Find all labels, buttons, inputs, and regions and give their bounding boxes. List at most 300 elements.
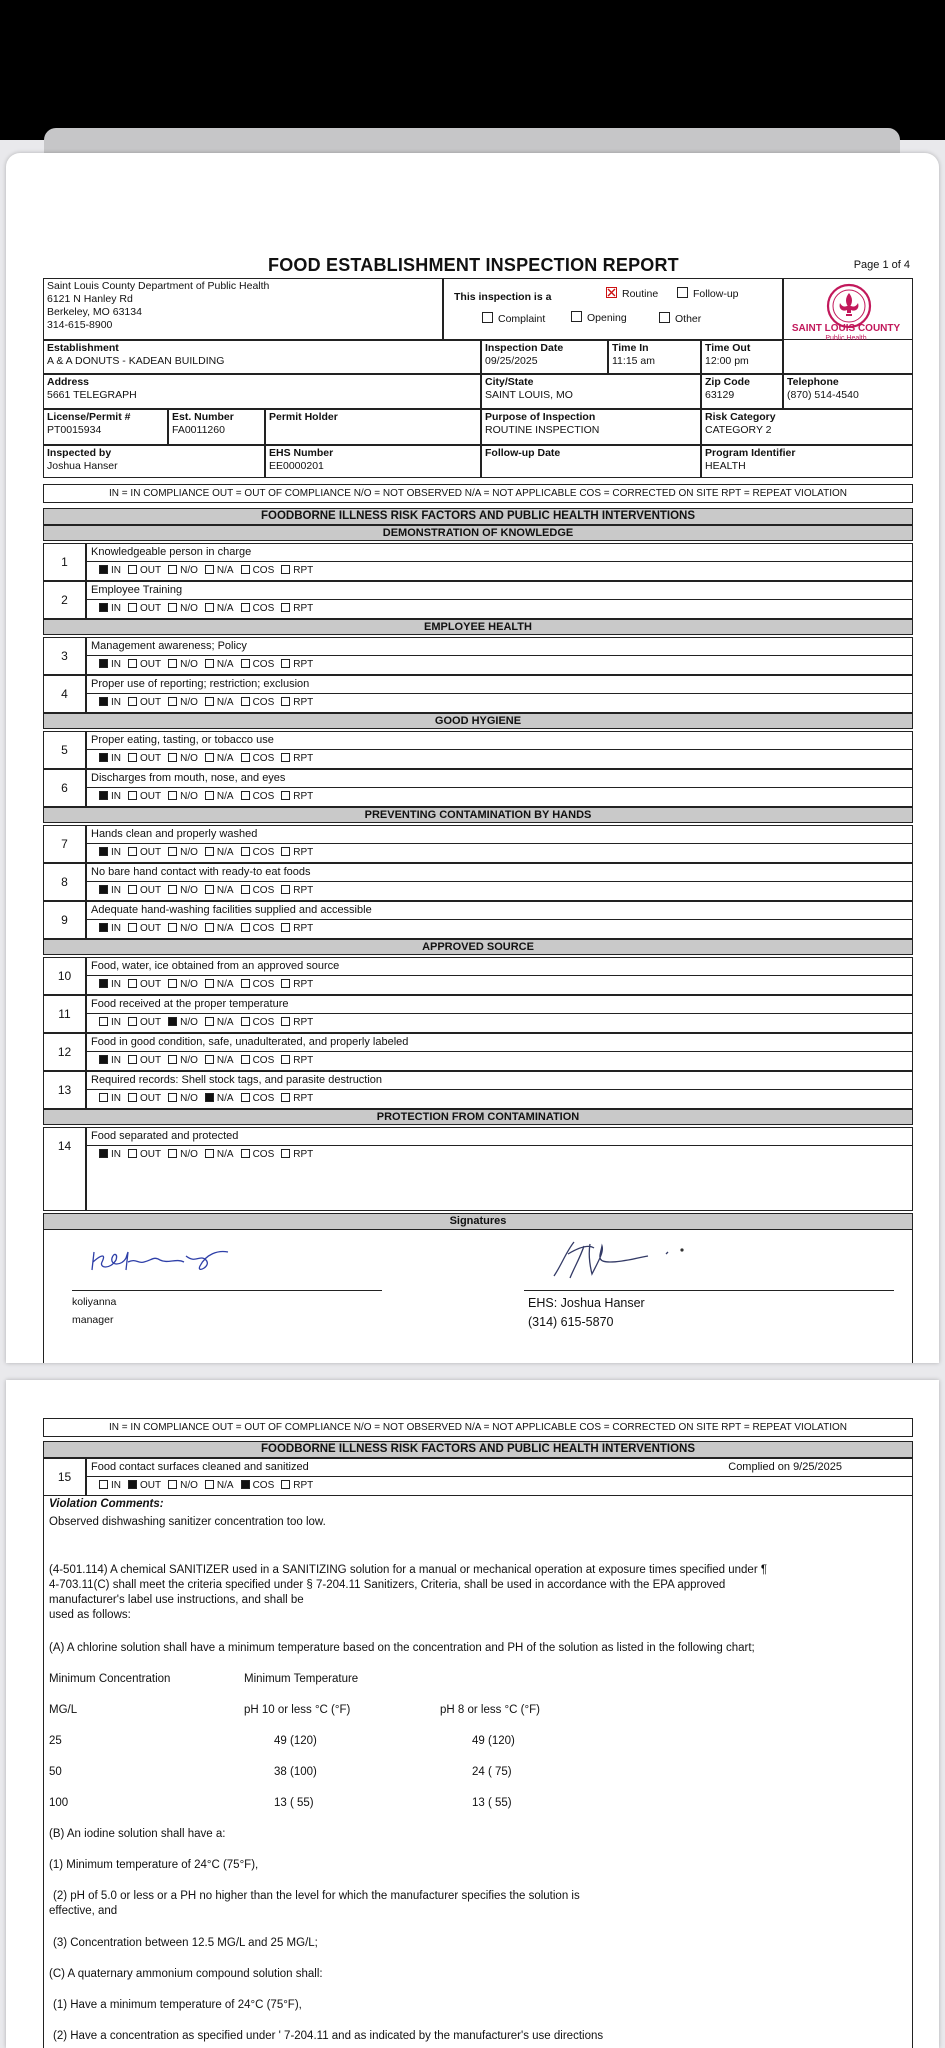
checkbox-icon [205, 565, 214, 574]
option-rpt[interactable]: RPT [281, 788, 313, 806]
code-line: (4-501.114) A chemical SANITIZER used in a SANITIZING solution for a manual or mechanical operation at exposure times specified under ¶ [49, 1564, 768, 1576]
checkbox-icon [281, 847, 290, 856]
option-out[interactable]: OUT [128, 562, 161, 580]
license-value: PT0015934 [47, 424, 102, 436]
option-na[interactable]: N/A [205, 844, 234, 862]
table-sub-mgl: MG/L [49, 1704, 78, 1716]
checkbox-checked-icon [99, 565, 108, 574]
checkbox-checked-icon [99, 885, 108, 894]
item-options [86, 694, 913, 713]
checkbox-icon [205, 753, 214, 762]
option-na[interactable]: N/A [205, 920, 234, 938]
item-options [86, 788, 913, 807]
report-page-1 [6, 153, 939, 1363]
checkbox-icon [241, 885, 250, 894]
item-options [86, 976, 913, 995]
checkbox-icon [241, 1149, 250, 1158]
option-cos[interactable]: COS [241, 1014, 275, 1032]
option-out[interactable]: OUT [128, 1090, 161, 1108]
option-out[interactable]: OUT [128, 1146, 161, 1164]
page-number: Page 1 of 4 [853, 259, 910, 271]
section-header: DEMONSTRATION OF KNOWLEDGE [43, 525, 913, 541]
option-no[interactable]: N/O [168, 976, 198, 994]
checkbox-icon [281, 1017, 290, 1026]
para-c: (C) A quaternary ammonium compound solution shall: [49, 1968, 323, 1980]
option-cos[interactable]: COS [241, 562, 275, 580]
option-cos[interactable]: COS [241, 788, 275, 806]
type-routine[interactable]: Routine [606, 287, 658, 301]
item-text: Food, water, ice obtained from an approved source [86, 957, 913, 976]
risk-factors-header: FOODBORNE ILLNESS RISK FACTORS AND PUBLIC HEALTH INTERVENTIONS [43, 1441, 913, 1458]
checkbox-icon [168, 791, 177, 800]
option-in[interactable]: IN [99, 844, 121, 862]
inspection-type-label: This inspection is a [454, 291, 552, 303]
checkbox-icon [241, 697, 250, 706]
option-no[interactable]: N/O [168, 882, 198, 900]
item-text: Management awareness; Policy [86, 637, 913, 656]
checkbox-icon [241, 847, 250, 856]
checkbox-checked-icon [128, 1480, 137, 1489]
option-in[interactable]: IN [99, 656, 121, 674]
manager-signature-icon [88, 1244, 238, 1278]
item-number: 14 [43, 1127, 86, 1211]
option-cos[interactable]: COS [241, 920, 275, 938]
option-na[interactable]: N/A [205, 788, 234, 806]
report-page-2 [6, 1380, 939, 2048]
option-no[interactable]: N/O [168, 1146, 198, 1164]
para-b1: (1) Minimum temperature of 24°C (75°F), [49, 1859, 259, 1871]
checkbox-icon [128, 1017, 137, 1026]
item-text: Food received at the proper temperature [86, 995, 913, 1014]
option-in[interactable]: IN [99, 920, 121, 938]
checkbox-icon [168, 979, 177, 988]
option-no[interactable]: N/O [168, 844, 198, 862]
item-number: 10 [43, 957, 86, 995]
para-b3: (3) Concentration between 12.5 MG/L and 25 MG/L; [53, 1937, 318, 1949]
type-follow-up[interactable]: Follow-up [677, 287, 739, 301]
item-options [86, 600, 913, 619]
option-na[interactable]: N/A [205, 1014, 234, 1032]
checkbox-icon [205, 1149, 214, 1158]
table-sub-ph10: pH 10 or less °C (°F) [244, 1704, 351, 1716]
department-block [43, 278, 443, 340]
checkbox-icon [241, 1017, 250, 1026]
option-rpt[interactable]: RPT [281, 1090, 313, 1108]
option-rpt[interactable]: RPT [281, 656, 313, 674]
item-text: Food in good condition, safe, unadulterated, and properly labeled [86, 1033, 913, 1052]
item-text: Required records: Shell stock tags, and parasite destruction [86, 1071, 913, 1090]
option-in[interactable]: IN [99, 750, 121, 768]
option-out[interactable]: OUT [128, 750, 161, 768]
checkbox-icon [205, 923, 214, 932]
option-in[interactable]: IN [99, 600, 121, 618]
checkbox-icon [281, 565, 290, 574]
checkbox-checked-icon [99, 847, 108, 856]
checkbox-checked-icon [99, 603, 108, 612]
inspector-name: EHS: Joshua Hanser [528, 1296, 645, 1310]
table-cell: 49 (120) [472, 1735, 515, 1747]
table-cell: 49 (120) [274, 1735, 317, 1747]
checkbox-checked-icon [99, 697, 108, 706]
option-out[interactable]: OUT [128, 882, 161, 900]
item-text: Employee Training [86, 581, 913, 600]
item-options [86, 1146, 913, 1211]
checkbox-icon [99, 1480, 108, 1489]
item-text: Discharges from mouth, nose, and eyes [86, 769, 913, 788]
option-na[interactable]: N/A [205, 1146, 234, 1164]
option-no[interactable]: N/O [168, 1090, 198, 1108]
checkbox-icon [205, 659, 214, 668]
option-out[interactable]: OUT [128, 656, 161, 674]
department-line: Saint Louis County Department of Public Health [47, 280, 270, 292]
compliance-legend: IN = IN COMPLIANCE OUT = OUT OF COMPLIANCE N/O = NOT OBSERVED N/A = NOT APPLICABLE COS = CORRECTED ON SITE RPT = REPEAT VIOLATION [43, 484, 913, 503]
option-cos[interactable]: COS [241, 694, 275, 712]
checkbox-icon [168, 847, 177, 856]
option-rpt[interactable]: RPT [281, 694, 313, 712]
option-out[interactable]: OUT [128, 694, 161, 712]
option-no[interactable]: N/O [168, 1014, 198, 1032]
option-na[interactable]: N/A [205, 1477, 234, 1495]
checkbox-icon [168, 923, 177, 932]
item-text: Knowledgeable person in charge [86, 543, 913, 562]
option-in[interactable]: IN [99, 1146, 121, 1164]
checkbox-icon [168, 697, 177, 706]
table-cell: 100 [49, 1797, 69, 1809]
purpose-cell: Purpose of Inspection ROUTINE INSPECTION [481, 409, 701, 445]
para-c1: (1) Have a minimum temperature of 24°C (75°F), [53, 1999, 302, 2011]
zip-value: 63129 [705, 389, 735, 401]
checkbox-icon [99, 1093, 108, 1102]
violation-comments-label: Violation Comments: [49, 1498, 164, 1510]
checkbox-icon [241, 659, 250, 668]
risk-factors-header: FOODBORNE ILLNESS RISK FACTORS AND PUBLIC HEALTH INTERVENTIONS [43, 508, 913, 525]
option-in[interactable]: IN [99, 882, 121, 900]
top-black-bar [0, 0, 945, 140]
para-b: (B) An iodine solution shall have a: [49, 1828, 226, 1840]
item-text: Food contact surfaces cleaned and sanitized Complied on 9/25/2025 [86, 1458, 913, 1477]
checkbox-icon [205, 979, 214, 988]
complied-date: Complied on 9/25/2025 [728, 1461, 842, 1473]
option-na[interactable]: N/A [205, 694, 234, 712]
phone-value: (870) 514-4540 [787, 389, 859, 401]
item-text: Hands clean and properly washed [86, 825, 913, 844]
option-rpt[interactable]: RPT [281, 976, 313, 994]
checkbox-checked-icon [99, 1055, 108, 1064]
item-number: 8 [43, 863, 86, 901]
logo-subtitle: Public Health [825, 335, 867, 342]
option-no[interactable]: N/O [168, 788, 198, 806]
option-no[interactable]: N/O [168, 750, 198, 768]
time-in-value: 11:15 am [612, 355, 655, 367]
program-value: HEALTH [705, 460, 746, 472]
checkbox-icon [241, 1093, 250, 1102]
option-na[interactable]: N/A [205, 882, 234, 900]
checkbox-checked-icon [205, 1093, 214, 1102]
item-text: Adequate hand-washing facilities supplied and accessible [86, 901, 913, 920]
option-rpt[interactable]: RPT [281, 1477, 313, 1495]
option-rpt[interactable]: RPT [281, 1014, 313, 1032]
option-in[interactable]: IN [99, 788, 121, 806]
zip-cell: Zip Code 63129 [701, 374, 783, 409]
checkbox-icon [205, 791, 214, 800]
option-rpt[interactable]: RPT [281, 750, 313, 768]
option-na[interactable]: N/A [205, 656, 234, 674]
checkbox-icon [168, 885, 177, 894]
department-line: Berkeley, MO 63134 [47, 306, 142, 318]
checkbox-checked-icon [99, 979, 108, 988]
risk-category-value: CATEGORY 2 [705, 424, 772, 436]
checkbox-checked-icon [241, 1480, 250, 1489]
checkbox-icon [168, 753, 177, 762]
option-na[interactable]: N/A [205, 1090, 234, 1108]
checkbox-checked-icon [606, 287, 617, 298]
manager-name: koliyanna [72, 1296, 117, 1308]
department-line: 314-615-8900 [47, 319, 113, 331]
checkbox-icon [241, 1055, 250, 1064]
inspector-cell: Inspected by Joshua Hanser [43, 445, 265, 478]
logo-title: SAINT LOUIS COUNTY [791, 323, 901, 334]
address-cell: Address 5661 TELEGRAPH [43, 374, 481, 409]
checkbox-icon [281, 753, 290, 762]
section-header: EMPLOYEE HEALTH [43, 619, 913, 635]
checkbox-icon [128, 923, 137, 932]
checkbox-icon [281, 1093, 290, 1102]
city-value: SAINT LOUIS, MO [485, 389, 573, 401]
inspector-value: Joshua Hanser [47, 460, 118, 472]
option-na[interactable]: N/A [205, 562, 234, 580]
section-header: APPROVED SOURCE [43, 939, 913, 955]
checkbox-icon [281, 603, 290, 612]
option-no[interactable]: N/O [168, 1052, 198, 1070]
ehs-number-cell: EHS Number EE0000201 [265, 445, 481, 478]
option-rpt[interactable]: RPT [281, 1052, 313, 1070]
option-na[interactable]: N/A [205, 1052, 234, 1070]
option-out[interactable]: OUT [128, 844, 161, 862]
checkbox-icon [659, 312, 670, 323]
checkbox-icon [241, 565, 250, 574]
manager-signature-line [72, 1290, 382, 1291]
inspection-date-cell: Inspection Date 09/25/2025 [481, 340, 608, 374]
table-sub-ph8: pH 8 or less °C (°F) [440, 1704, 540, 1716]
option-na[interactable]: N/A [205, 976, 234, 994]
compliance-legend: IN = IN COMPLIANCE OUT = OUT OF COMPLIANCE N/O = NOT OBSERVED N/A = NOT APPLICABLE COS = CORRECTED ON SITE RPT = REPEAT VIOLATION [43, 1418, 913, 1437]
checkbox-icon [168, 565, 177, 574]
item-number: 6 [43, 769, 86, 807]
table-cell: 38 (100) [274, 1766, 317, 1778]
option-na[interactable]: N/A [205, 750, 234, 768]
option-in[interactable]: IN [99, 1090, 121, 1108]
checkbox-icon [168, 659, 177, 668]
checkbox-checked-icon [99, 923, 108, 932]
item-number: 3 [43, 637, 86, 675]
item-options [86, 750, 913, 769]
checkbox-icon [128, 697, 137, 706]
checkbox-icon [128, 753, 137, 762]
option-no[interactable]: N/O [168, 920, 198, 938]
para-a: (A) A chlorine solution shall have a minimum temperature based on the concentration and PH of the solution as listed in the following chart; [49, 1642, 755, 1654]
option-rpt[interactable]: RPT [281, 1146, 313, 1164]
checkbox-icon [241, 791, 250, 800]
checkbox-icon [128, 885, 137, 894]
item-text: Proper use of reporting; restriction; exclusion [86, 675, 913, 694]
option-no[interactable]: N/O [168, 694, 198, 712]
checkbox-icon [128, 659, 137, 668]
checkbox-icon [205, 697, 214, 706]
option-cos[interactable]: COS [241, 1090, 275, 1108]
checkbox-icon [128, 847, 137, 856]
option-rpt[interactable]: RPT [281, 562, 313, 580]
inspection-date-value: 09/25/2025 [485, 355, 538, 367]
checkbox-icon [482, 312, 493, 323]
checkbox-icon [571, 311, 582, 322]
establishment-cell: Establishment A & A DONUTS - KADEAN BUILDING [43, 340, 481, 374]
option-cos[interactable]: COS [241, 656, 275, 674]
option-no[interactable]: N/O [168, 562, 198, 580]
option-cos[interactable]: COS [241, 600, 275, 618]
checkbox-icon [205, 885, 214, 894]
option-in[interactable]: IN [99, 562, 121, 580]
option-cos[interactable]: COS [241, 844, 275, 862]
checkbox-icon [128, 1093, 137, 1102]
checkbox-icon [168, 603, 177, 612]
option-no[interactable]: N/O [168, 1477, 198, 1495]
option-no[interactable]: N/O [168, 656, 198, 674]
item-options [86, 1014, 913, 1033]
inspector-phone: (314) 615-5870 [528, 1315, 614, 1329]
time-in-cell: Time In 11:15 am [608, 340, 701, 374]
option-no[interactable]: N/O [168, 600, 198, 618]
item-15-options [86, 1477, 913, 1496]
inspection-type-block [443, 278, 783, 340]
item-number: 12 [43, 1033, 86, 1071]
item-text: Proper eating, tasting, or tobacco use [86, 731, 913, 750]
item-options [86, 882, 913, 901]
option-cos[interactable]: COS [241, 1477, 275, 1495]
option-cos[interactable]: COS [241, 1052, 275, 1070]
checkbox-icon [677, 287, 688, 298]
option-out[interactable]: OUT [128, 1052, 161, 1070]
checkbox-icon [168, 1149, 177, 1158]
item-number: 7 [43, 825, 86, 863]
option-cos[interactable]: COS [241, 750, 275, 768]
checkbox-icon [205, 847, 214, 856]
time-out-cell: Time Out 12:00 pm [701, 340, 783, 374]
item-number: 1 [43, 543, 86, 581]
checkbox-icon [128, 791, 137, 800]
checkbox-icon [128, 979, 137, 988]
option-in[interactable]: IN [99, 1477, 121, 1495]
checkbox-icon [281, 885, 290, 894]
address-value: 5661 TELEGRAPH [47, 389, 137, 401]
option-rpt[interactable]: RPT [281, 882, 313, 900]
time-out-value: 12:00 pm [705, 355, 749, 367]
checkbox-icon [128, 603, 137, 612]
checkbox-icon [205, 1055, 214, 1064]
option-in[interactable]: IN [99, 1052, 121, 1070]
checkbox-icon [241, 753, 250, 762]
item-number: 11 [43, 995, 86, 1033]
item-number: 15 [43, 1458, 86, 1496]
license-cell: License/Permit # PT0015934 [43, 409, 168, 445]
code-line: 4-703.11(C) shall meet the criteria specified under § 7-204.11 Sanitizers, Criteria, shall be used in accordance with the EPA approved [49, 1579, 726, 1591]
checkbox-icon [241, 979, 250, 988]
para-c2: (2) Have a concentration as specified under ' 7-204.11 and as indicated by the manufacturer's use directions [53, 2030, 604, 2042]
manager-role: manager [72, 1314, 114, 1326]
logo-spacer [783, 340, 913, 374]
option-rpt[interactable]: RPT [281, 920, 313, 938]
option-out[interactable]: OUT [128, 1477, 161, 1495]
checkbox-icon [281, 697, 290, 706]
option-rpt[interactable]: RPT [281, 600, 313, 618]
checkbox-icon [281, 979, 290, 988]
option-in[interactable]: IN [99, 694, 121, 712]
checkbox-icon [205, 1017, 214, 1026]
item-number: 5 [43, 731, 86, 769]
option-out[interactable]: OUT [128, 788, 161, 806]
report-title: FOOD ESTABLISHMENT INSPECTION REPORT [268, 255, 679, 275]
checkbox-checked-icon [99, 1149, 108, 1158]
option-cos[interactable]: COS [241, 1146, 275, 1164]
option-in[interactable]: IN [99, 1014, 121, 1032]
code-line: manufacturer's label use instructions, and shall be [49, 1594, 304, 1606]
table-head-concentration: Minimum Concentration [49, 1673, 171, 1685]
option-rpt[interactable]: RPT [281, 844, 313, 862]
checkbox-icon [281, 659, 290, 668]
item-number: 13 [43, 1071, 86, 1109]
checkbox-icon [128, 1149, 137, 1158]
est-number-cell: Est. Number FA0011260 [168, 409, 265, 445]
table-cell: 13 ( 55) [472, 1797, 512, 1809]
risk-category-cell: Risk Category CATEGORY 2 [701, 409, 913, 445]
est-number-value: FA0011260 [172, 424, 225, 436]
item-options [86, 656, 913, 675]
program-cell: Program Identifier HEALTH [701, 445, 913, 478]
option-na[interactable]: N/A [205, 600, 234, 618]
item-number: 2 [43, 581, 86, 619]
item-text: No bare hand contact with ready-to eat foods [86, 863, 913, 882]
item-options [86, 562, 913, 581]
table-cell: 50 [49, 1766, 62, 1778]
checkbox-checked-icon [99, 753, 108, 762]
checkbox-icon [241, 603, 250, 612]
table-cell: 13 ( 55) [274, 1797, 314, 1809]
inspector-signature-icon [544, 1238, 694, 1282]
option-out[interactable]: OUT [128, 920, 161, 938]
type-other[interactable]: Other [659, 312, 701, 326]
checkbox-icon [281, 1480, 290, 1489]
checkbox-checked-icon [99, 659, 108, 668]
checkbox-checked-icon [99, 791, 108, 800]
purpose-value: ROUTINE INSPECTION [485, 424, 600, 436]
option-out[interactable]: OUT [128, 1014, 161, 1032]
phone-cell: Telephone (870) 514-4540 [783, 374, 913, 409]
option-cos[interactable]: COS [241, 882, 275, 900]
item-text: Food separated and protected [86, 1127, 913, 1146]
checkbox-icon [281, 1149, 290, 1158]
type-opening[interactable]: Opening [571, 311, 627, 325]
checkbox-icon [168, 1480, 177, 1489]
option-in[interactable]: IN [99, 976, 121, 994]
option-cos[interactable]: COS [241, 976, 275, 994]
type-complaint[interactable]: Complaint [482, 312, 545, 326]
checkbox-icon [281, 923, 290, 932]
option-out[interactable]: OUT [128, 976, 161, 994]
follow-up-date-cell: Follow-up Date [481, 445, 701, 478]
table-head-temperature: Minimum Temperature [244, 1673, 359, 1685]
option-out[interactable]: OUT [128, 600, 161, 618]
checkbox-checked-icon [168, 1017, 177, 1026]
checkbox-icon [128, 565, 137, 574]
